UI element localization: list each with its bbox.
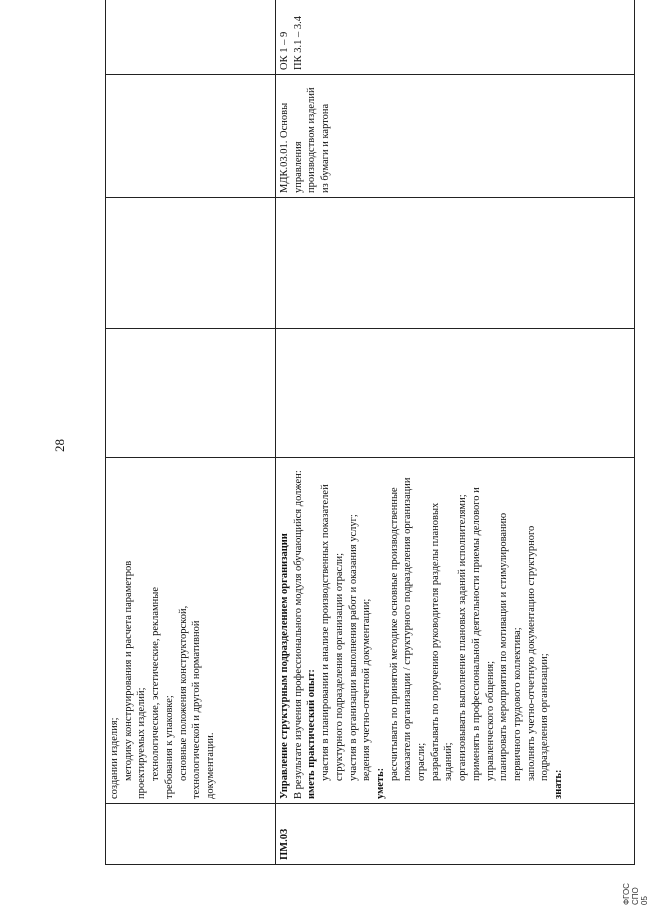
content-cell [276,458,635,804]
module-intro: В результате изучения профессионального модуля обучающийся должен: [292,470,304,799]
skill-item: организовывать выполнение плановых заданий исполнителями; [457,494,469,781]
page-number: 28 [52,439,67,452]
mdk-cell: МДК.03.01. Основы управления производством изделий из бумаги и картона [276,75,635,198]
hours-cell [276,329,635,458]
module-title: Управление структурным подразделением организации [279,533,290,799]
practice-item: участия в организации выполнения работ и оказания услуг; [347,514,359,781]
content-line: технологические, эстетические, рекламные [150,586,162,781]
table-row [106,0,276,865]
skill-item: разрабатывать по поручению руководителя разделы плановых заданий; [429,502,455,781]
code-cell [106,804,276,865]
hours-cell [106,329,276,458]
competency-cell [106,0,276,75]
competency-cell [276,0,635,75]
practice-item: участия в планировании и анализе производственных показателей структурного подразделения организации отрасли; [320,484,345,781]
knowledge-label: знать: [553,769,565,799]
content-line: создании изделия; [109,717,120,799]
skill-item: рассчитывать по принятой методике основные производственные показатели организации / структурного подразделения организации отрасли; [388,477,428,781]
curriculum-table [105,0,635,865]
hours-cell [106,198,276,329]
content-cell [106,458,276,804]
module-code: ПМ.03 [276,804,635,865]
content-line: основные положения конструкторской, [177,605,189,781]
content-line: документации. [204,732,216,799]
content-line: методику конструирования и расчета параметров [122,560,134,781]
general-competencies: ОК 1 – 9 [279,31,290,70]
table-row [276,0,635,865]
rotated-table-container [105,16,635,865]
practice-item: ведения учетно-отчетной документации; [361,598,373,781]
content-line: технологической и другой нормативной [191,620,203,799]
content-line: проектируемых изделий; [136,687,148,799]
skill-item: применять в профессиональной деятельности приемы делового и управленческого общения; [470,487,496,781]
skill-item: заполнять учетно-отчетную документацию структурного подразделения организации; [525,525,551,781]
practice-label: иметь практический опыт: [306,669,318,799]
content-line: требования к упаковке; [163,695,175,799]
skill-item: планировать мероприятия по мотивации и стимулированию первичного трудового коллектива; [498,512,523,781]
professional-competencies: ПК 3.1 – 3.4 [292,16,304,70]
hours-cell [276,198,635,329]
mdk-cell [106,75,276,198]
footer-stamp: ФГОС СПО 05 [622,883,649,905]
skills-label: уметь: [374,767,386,799]
